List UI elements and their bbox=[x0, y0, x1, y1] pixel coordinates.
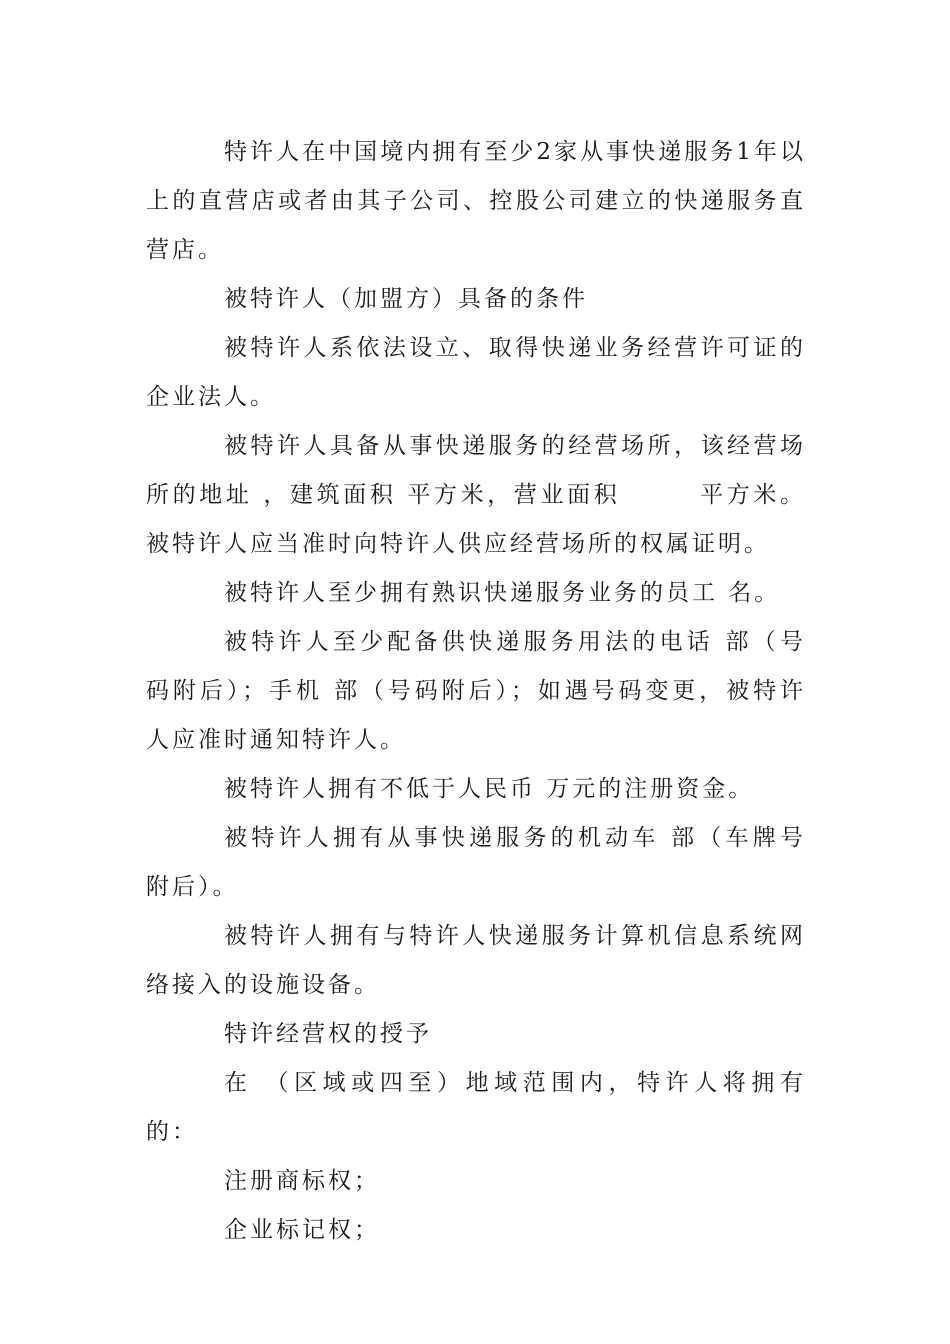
paragraph-vehicles: 被特许人拥有从事快递服务的机动车 部（车牌号附后）。 bbox=[146, 825, 806, 900]
paragraph-legal-entity: 被特许人系依法设立、取得快递业务经营许可证的企业法人。 bbox=[146, 335, 806, 410]
paragraph-phones: 被特许人至少配备供快递服务用法的电话 部（号码附后）；手机 部（号码附后）；如遇号码变更，被特许人应准时通知特许人。 bbox=[146, 629, 806, 753]
paragraph-territory: 在 （区域或四至）地域范围内，特许人将拥有的： bbox=[146, 1070, 806, 1145]
paragraph-franchisee-conditions-heading: 被特许人（加盟方）具备的条件 bbox=[224, 286, 588, 312]
paragraph-staff: 被特许人至少拥有熟识快递服务业务的员工 名。 bbox=[224, 580, 781, 606]
paragraph-business-premises: 被特许人具备从事快递服务的经营场所，该经营场所的地址 ，建筑面积 平方米，营业面积 平方米。被特许人应当准时向特许人供应经营场所的权属证明。 bbox=[146, 433, 806, 557]
paragraph-franchisor-stores: 特许人在中国境内拥有至少2家从事快递服务1年以上的直营店或者由其子公司、控股公司建立的快递服务直营店。 bbox=[146, 139, 806, 263]
paragraph-enterprise-mark-right: 企业标记权； bbox=[224, 1217, 380, 1243]
document-body bbox=[146, 128, 806, 1255]
paragraph-registered-capital: 被特许人拥有不低于人民币 万元的注册资金。 bbox=[224, 776, 755, 802]
paragraph-network-equipment: 被特许人拥有与特许人快递服务计算机信息系统网络接入的设施设备。 bbox=[146, 923, 806, 998]
paragraph-trademark-right: 注册商标权； bbox=[224, 1168, 380, 1194]
paragraph-grant-heading: 特许经营权的授予 bbox=[224, 1021, 432, 1047]
